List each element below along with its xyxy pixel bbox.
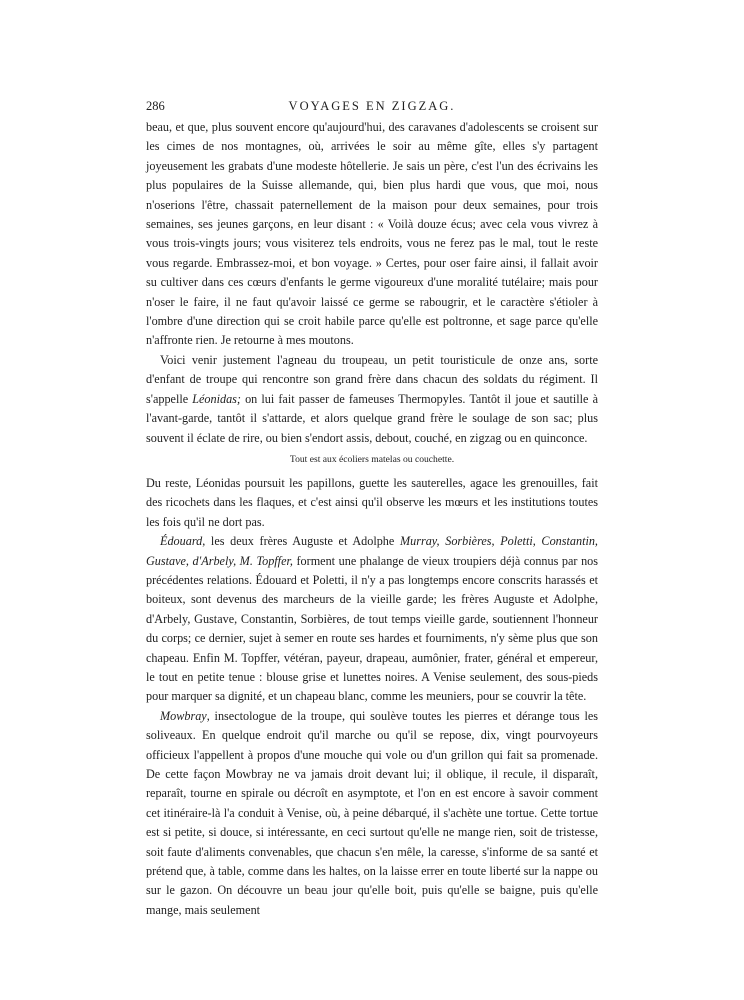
page-number: 286 bbox=[146, 99, 165, 113]
illustration-caption: Tout est aux écoliers matelas ou couchette. bbox=[289, 453, 455, 465]
names-list: Murray, Sorbières, Poletti, Constantin, Gustave, d'Arbely, M. Topffer, bbox=[146, 534, 598, 568]
paragraph-2 bbox=[146, 351, 598, 448]
running-title: VOYAGES EN ZIGZAG. bbox=[288, 99, 456, 113]
paragraph-1: beau, et que, plus souvent encore qu'aujourd'hui, des caravanes d'adolescents se croisent sur les cimes de nos montagnes, où, arrivées le soir au même gîte, elles s'y partagent joyeusement les grabats d'une modeste hôtellerie. Je sais un père, c'est l'un des écrivains les plus populaires de la Suisse allemande, qui, bien plus hardi que vous, que moi, nous n'oserions l'être, chassait paternellement de la maison pour deux semaines, pour trois semaines, ses jeunes garçons, en leur disant : « Voilà douze écus; avec cela vous vivrez à vous trois-vingts jours; vous visiterez tels endroits, vous ne ferez pas le mal, tout le reste vous regarde. Embrassez-moi, et bon voyage. » Certes, pour oser faire ainsi, il fallait avoir su cultiver dans ces cœurs d'enfants le germe vigoureux d'une moralité tutélaire; mais pour n'oser le faire, il ne faut qu'avoir laissé ce germe se rabougrir, et le caractère s'étioler à l'ombre d'une direction qui se croit habile parce qu'elle est poltronne, et sage parce qu'elle n'affronte rien. Je retourne à mes moutons. bbox=[146, 120, 598, 348]
paragraph-5-text-a: , insectologue de la troupe, qui soulève toutes les pierres et dérange tous les soliveaux. En quelque endroit qu'il marche ou qu'il se repose, dix, vingt pourvoyeurs officieux l'appellent à propos d'une mouche qui vole ou d'un grillon qui fait sa promenade. De cette façon Mowbray ne va jamais droit devant lui; il oblique, il recule, il disparaît, reparaît, tourne en spirale ou décroît en asymptote, et l'on en est encore à savoir comment cet itinéraire-là l'a conduit à Venise, où, à peine débarqué, il s'achète une tortue. Cette tortue est si petite, si douce, si intéressante, en ceci surtout qu'elle ne mange rien, soit de tristesse, soit faute d'aliments convenables, que chacun s'en mêle, la caresse, s'informe de sa santé et prétend que, à table, comme dans les haltes, on la laisse errer en toute liberté sur la nappe ou sur le gazon. On découvre un beau jour qu'elle boit, puis qu'elle se baigne, puis qu'elle mange, mais seulement bbox=[146, 708, 598, 917]
paragraph-4 bbox=[146, 532, 598, 707]
name-leonidas: Léonidas; bbox=[192, 391, 241, 406]
name-edouard: Édouard bbox=[160, 534, 203, 549]
paragraph-4-text-b: forment une phalange de vieux troupiers déjà connus par nos précédentes relations. Édouard et Poletti, il n'y a pas longtemps encore conscrits harassés et boiteux, sont devenus des marcheurs de la vieille garde; les frères Auguste et Adolphe, d'Arbely, Gustave, Constantin, Sorbières, de tout temps vieille garde, soutiennent l'honneur du corps; ce dernier, sujet à semer en route ses hardes et fourniments, n'y sème plus que son chapeau. Enfin M. Topffer, vétéran, payeur, drapeau, aumônier, frater, général et empereur, le tout en petite tenue : blouse grise et lunettes noires. A Venise seulement, des sous-pieds pour marquer sa dignité, et un chapeau blanc, comme les meuniers, pour se couvrir la tête. bbox=[146, 553, 598, 704]
paragraph-4-text-a: , les deux frères Auguste et Adolphe bbox=[202, 534, 400, 549]
page-header bbox=[146, 96, 598, 118]
paragraph-3: Du reste, Léonidas poursuit les papillons, guette les sauterelles, agace les grenouilles, fait des ricochets dans les flaques, et c'est ainsi qu'il observe les mœurs et les institutions toutes les fois qu'il ne dort pas. bbox=[146, 475, 598, 529]
paragraph-2-text-a: Voici venir justement l'agneau du troupeau, un petit touristicule de onze ans, sorte d'enfant de troupe qui rencontre son grand frère dans chacun des soldats du régiment. Il s'appelle bbox=[146, 352, 598, 406]
text-block bbox=[146, 96, 598, 920]
name-mowbray: Mowbray bbox=[160, 708, 207, 723]
paragraph-2-text-b: on lui fait passer de fameuses Thermopyles. Tantôt il joue et sautille à l'avant-garde, tantôt il s'attarde, et alors quelque grand frère le soulage de son sac; plus souvent il éclate de rire, ou bien s'endort assis, debout, couché, en zigzag ou en quinconce. bbox=[146, 391, 598, 445]
paragraph-5 bbox=[146, 707, 598, 920]
